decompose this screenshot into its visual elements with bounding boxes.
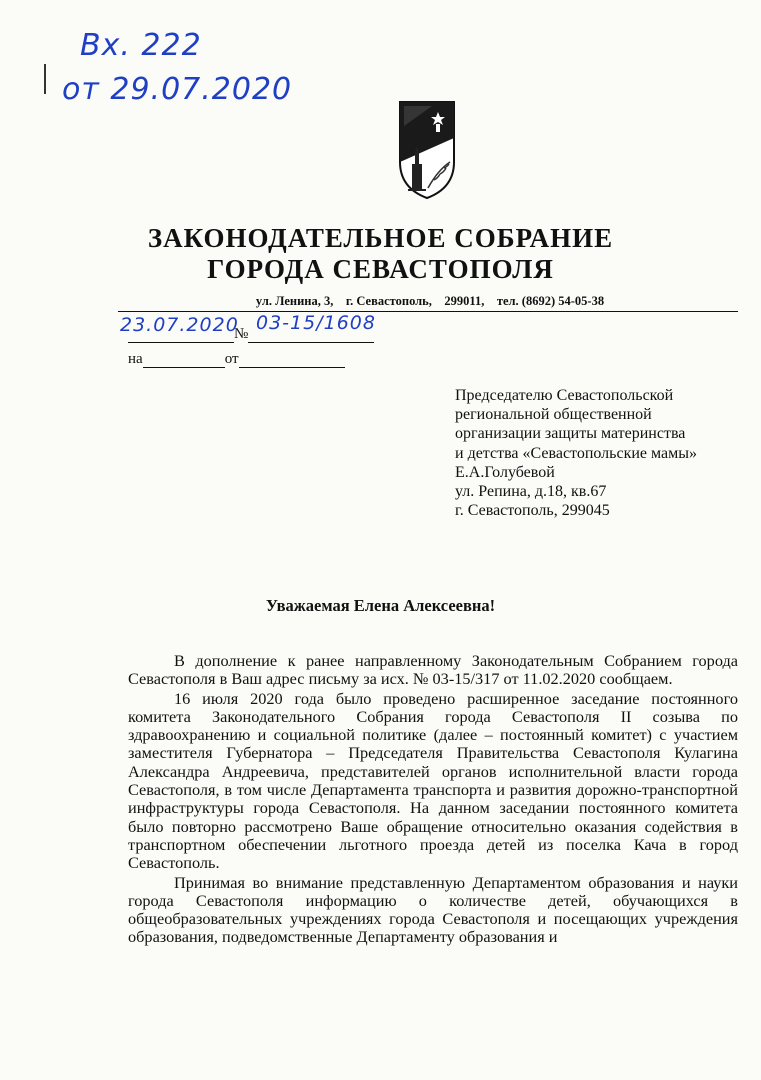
body-paragraph: В дополнение к ранее направленному Законодательным Собранием города Севастополя в Ваш адрес письму за исх. № 03-15/317 от 11.02.2020 сообщаем. — [128, 651, 738, 689]
greeting: Уважаемая Елена Алексеевна! — [265, 596, 496, 615]
recipient-line: Председателю Севастопольской — [455, 387, 674, 404]
header-divider — [118, 311, 738, 312]
body-paragraph: 16 июля 2020 года было проведено расширенное заседание постоянного комитета Законодательного Собрания города Севастополя II созыва по здравоохранению и социальной политике (далее – постоянный комитет) с участием заместителя Губернатора – Председателя Правительства Севастополя Кулагина Александра Андреевича, представителей органов исполнительной власти города Севастополя, в том числе Департамента транспорта и развития дорожно-транспортной инфраструктуры города Севастополя. На данном заседании постоянного комитета было повторно рассмотрено Ваше обращение относительно оказания содействия в транспортном обеспечении льготного проезда детей из поселка Кача в город Севастополь. — [128, 688, 738, 873]
organization-address: ул. Ленина, 3, г. Севастополь, 299011, тел. (8692) 54-05-38 — [255, 294, 605, 308]
reply-date-blank — [239, 350, 345, 368]
recipient-line: ул. Репина, д.18, кв.67 — [455, 483, 607, 501]
from-label: от — [224, 351, 239, 367]
recipient-line: Е.А.Голубевой — [455, 463, 555, 481]
sevastopol-coat-of-arms-icon — [398, 100, 456, 200]
body-paragraph: Принимая во внимание представленную Департаментом образования и науки города Севастополя информацию о количестве детей, обучающихся в общеобразовательных учреждениях города Севастополя и посещающих учреждения образования, подведомственные Департаменту образования и — [128, 872, 738, 947]
recipient-block — [455, 386, 755, 520]
reply-to-row — [128, 350, 345, 368]
recipient-line: и детства «Севастопольские мамы» — [455, 444, 697, 462]
on-label: на — [128, 351, 143, 367]
recipient-line: г. Севастополь, 299045 — [455, 502, 610, 520]
number-sign: № — [234, 326, 249, 342]
outgoing-number-handwritten: 03-15/1608 — [256, 312, 376, 334]
letter-body — [128, 652, 738, 947]
reply-number-blank — [143, 350, 225, 368]
organization-name-line2: ГОРОДА СЕВАСТОПОЛЯ — [207, 254, 554, 284]
organization-name-line1: ЗАКОНОДАТЕЛЬНОЕ СОБРАНИЕ — [147, 223, 614, 253]
handwritten-tick — [44, 64, 46, 94]
outgoing-date-handwritten: 23.07.2020 — [120, 314, 239, 336]
incoming-date-handwritten: от 29.07.2020 — [62, 72, 293, 107]
incoming-number-handwritten: Вх. 222 — [80, 28, 202, 63]
recipient-line: организации защиты материнства — [455, 425, 686, 443]
recipient-line: региональной общественной — [455, 406, 652, 424]
